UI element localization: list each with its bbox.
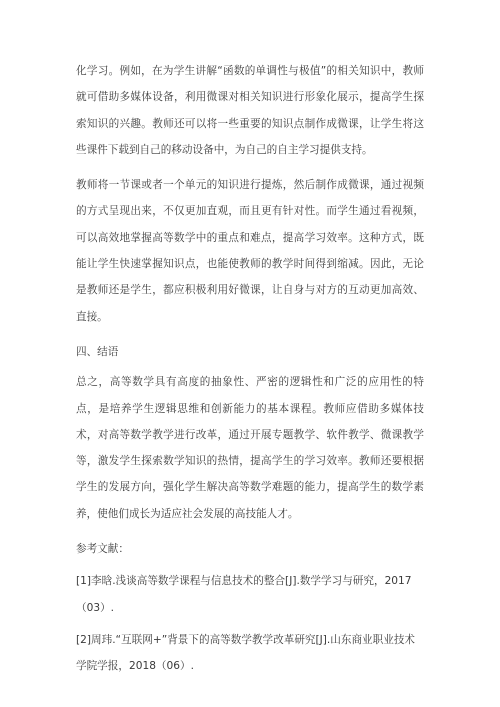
references-title: 参考文献：: [76, 543, 129, 556]
paragraph-2: 教师将一节课或者一个单元的知识进行提炼，然后制作成微课，通过视频的方式呈现出来，不仅更加直观，而且更有针对性。而学生通过看视频，可以高效地掌握高等数学中的重点和难点，提高学习效率。这种方式，既能让学生快速掌握知识点，也能使教师的教学时间得到缩减。因此，无论是教师还是学生，都应积极利用好微课，让自身与对方的互动更加高效、直接。: [76, 179, 424, 323]
reference-1: [1]李晗.浅谈高等数学课程与信息技术的整合[J].数学学习与研究，2017（03）.: [76, 575, 412, 614]
paragraph-conclusion: 总之，高等数学具有高度的抽象性、严密的逻辑性和广泛的应用性的特点，是培养学生逻辑思维和创新能力的基本课程。教师应借助多媒体技术，对高等数学教学进行改革，通过开展专题教学、软件教学、微课教学等，激发学生探索数学知识的热情，提高学生的学习效率。教师还要根据学生的发展方向，强化学生解决高等数学难题的能力，提高学生的数学素养，使他们成长为适应社会发展的高技能人才。: [76, 376, 424, 520]
paragraph-1: 化学习。例如，在为学生讲解“函数的单调性与极值”的相关知识中，教师就可借助多媒体设备，利用微课对相关知识进行形象化展示，提高学生探索知识的兴趣。教师还可以将一些重要的知识点制作成微课，让学生将这些课件下载到自己的移动设备中，为自己的自主学习提供支持。: [76, 65, 424, 156]
reference-2: [2]周玮.“互联网+”背景下的高等数学教学改革研究[J].山东商业职业技术学院学报，2018（06）.: [76, 633, 416, 673]
section-heading: 四、结语: [76, 345, 119, 358]
